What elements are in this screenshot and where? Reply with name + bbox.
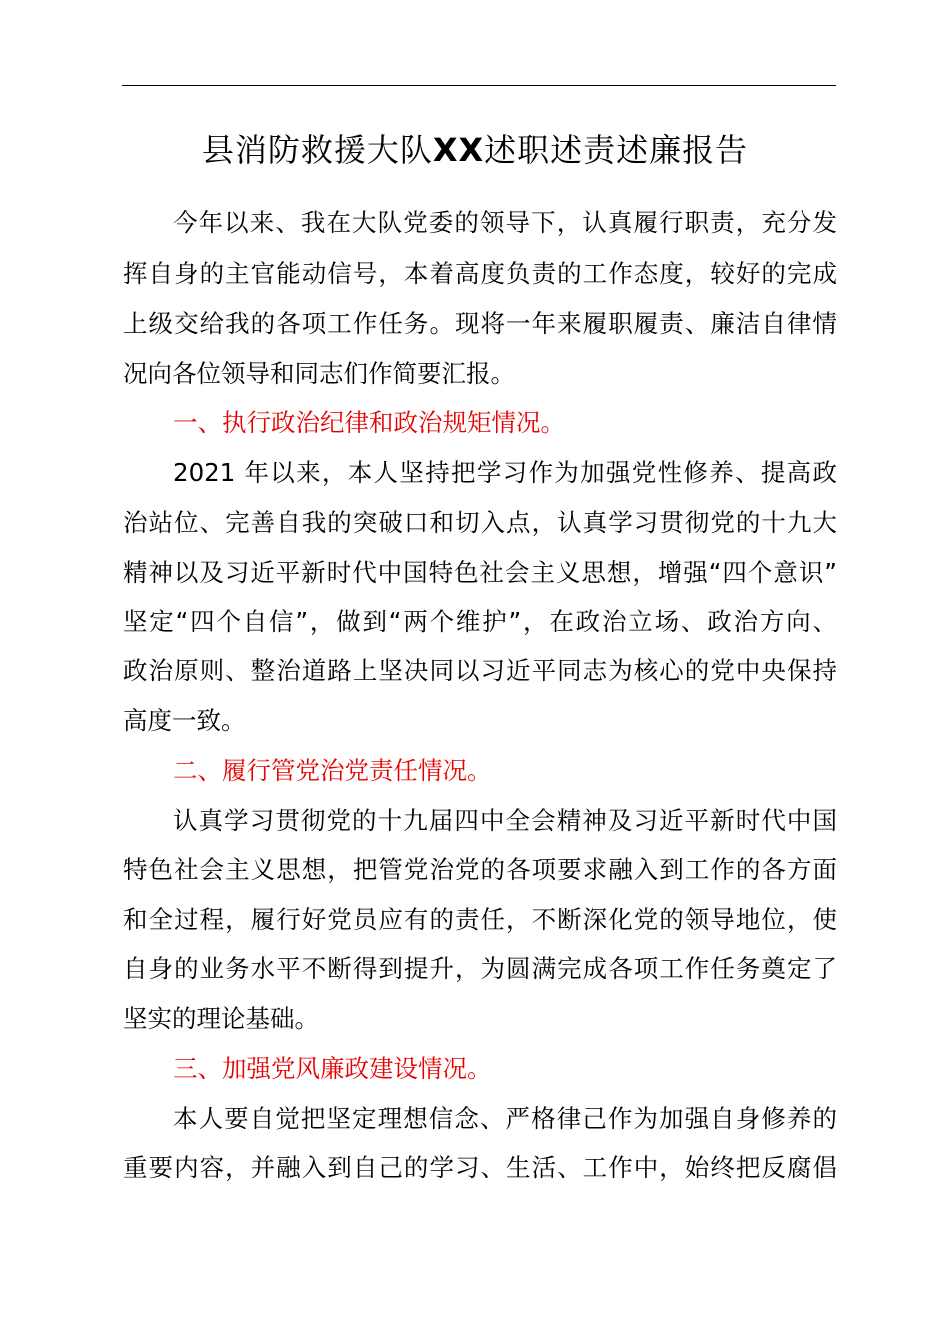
section-1-line-1: 2021 年以来，本人坚持把学习作为加强党性修养、提高政 (173, 458, 837, 487)
section-2-heading: 二、履行管党治党责任情况。 (173, 756, 492, 785)
section-1-line-2: 治站位、完善自我的突破口和切入点，认真学习贯彻党的十九大 (123, 508, 837, 537)
document-title (0, 126, 950, 174)
section-2-line-4: 自身的业务水平不断得到提升，为圆满完成各项工作任务奠定了 (123, 954, 837, 983)
title-placeholder-xx: XX (432, 131, 485, 169)
section-1-line-5: 政治原则、整治道路上坚决同以习近平同志为核心的党中央保持 (123, 656, 837, 685)
section-1-line-4: 坚定“四个自信”，做到“两个维护”，在政治立场、政治方向、 (123, 607, 837, 636)
section-3-heading: 三、加强党风廉政建设情况。 (173, 1054, 492, 1083)
header-rule (122, 85, 836, 86)
title-suffix: 述职述责述廉报告 (484, 131, 749, 169)
intro-line-2: 挥自身的主官能动信号，本着高度负责的工作态度，较好的完成 (123, 259, 837, 288)
section-1-line-3: 精神以及习近平新时代中国特色社会主义思想，增强“四个意识” (123, 558, 837, 587)
title-prefix: 县消防救援大队 (201, 131, 433, 169)
section-3-line-1: 本人要自觉把坚定理想信念、严格律己作为加强自身修养的 (173, 1104, 837, 1133)
section-1-heading: 一、执行政治纪律和政治规矩情况。 (173, 408, 565, 437)
intro-line-4: 况向各位领导和同志们作简要汇报。 (123, 359, 515, 388)
section-2-line-2: 特色社会主义思想，把管党治党的各项要求融入到工作的各方面 (123, 855, 837, 884)
section-3-line-2: 重要内容，并融入到自己的学习、生活、工作中，始终把反腐倡 (123, 1153, 837, 1182)
section-1-line-6: 高度一致。 (123, 706, 246, 735)
intro-line-1: 今年以来、我在大队党委的领导下，认真履行职责，充分发 (173, 208, 837, 237)
section-2-line-1: 认真学习贯彻党的十九届四中全会精神及习近平新时代中国 (173, 806, 837, 835)
section-2-line-5: 坚实的理论基础。 (123, 1004, 319, 1033)
section-2-line-3: 和全过程，履行好党员应有的责任，不断深化党的领导地位，使 (123, 905, 837, 934)
intro-line-3: 上级交给我的各项工作任务。现将一年来履职履责、廉洁自律情 (123, 309, 837, 338)
